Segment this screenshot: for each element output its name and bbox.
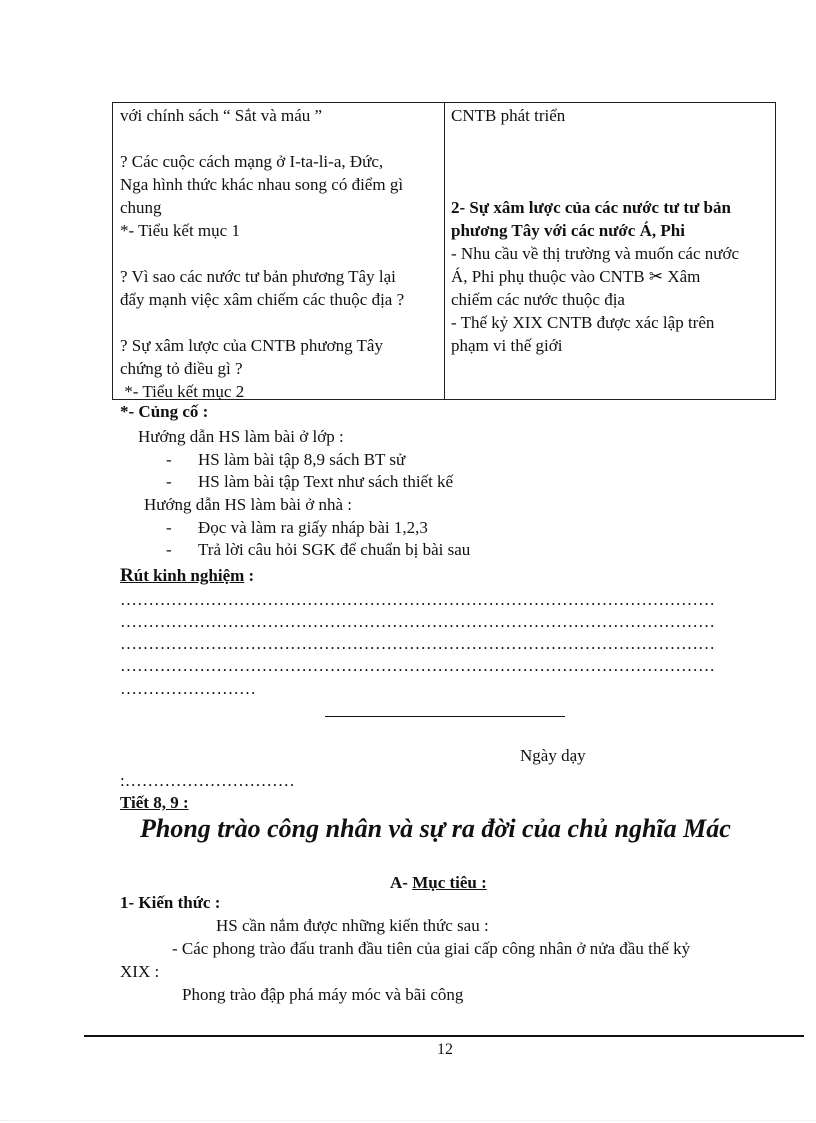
class-item-2 — [166, 472, 453, 492]
period-heading: Tiết 8, 9 : — [120, 793, 189, 812]
separator-line — [325, 716, 565, 717]
right-heading-line-2: phương Tây với các nước Á, Phi — [451, 221, 685, 240]
left-line-13: *- Tiểu kết mục 2 — [120, 382, 245, 401]
home-guide: Hướng dẫn HS làm bài ở nhà : — [144, 495, 353, 514]
right-line-2: Á, Phi phụ thuộc vào CNTB ✂ Xâm — [451, 267, 701, 286]
knowledge-intro: HS cần nắm được những kiến thức sau : — [216, 916, 489, 935]
home-item-1-text: Đọc và làm ra giấy nháp bài 1,2,3 — [198, 518, 428, 537]
left-line-8: ? Vì sao các nước tư bản phương Tây lại — [120, 267, 396, 286]
table-column-divider — [444, 103, 445, 399]
left-line-6: *- Tiểu kết mục 1 — [120, 221, 240, 240]
consolidation-heading: *- Củng cố : — [120, 402, 209, 421]
right-top-line: CNTB phát triển — [451, 106, 566, 125]
page-number: 12 — [437, 1041, 453, 1058]
left-line-10 — [120, 311, 440, 334]
left-line-4: Nga hình thức khác nhau song có điểm gì — [120, 175, 404, 194]
left-line-2 — [120, 127, 440, 150]
section-prefix: A- — [390, 873, 413, 892]
class-item-1-text: HS làm bài tập 8,9 sách BT sử — [198, 450, 406, 469]
home-item-2-text: Trả lời câu hỏi SGK để chuẩn bị bài sau — [198, 540, 471, 559]
note-line-4: …………………………………………………………………………………………… — [120, 656, 715, 675]
lesson-title: Phong trào công nhân và sự ra đời của chủ nghĩa Mác — [140, 814, 731, 843]
left-line-1: với chính sách “ Sắt và máu ” — [120, 106, 323, 125]
left-line-12: chứng tỏ điều gì ? — [120, 359, 243, 378]
knowledge-point-2: Phong trào đập phá máy móc và bãi công — [182, 985, 464, 1004]
dash-bullet: - — [166, 518, 172, 537]
knowledge-point-1-cont: XIX : — [120, 962, 160, 981]
knowledge-point-1: - Các phong trào đấu tranh đầu tiên của giai cấp công nhân ở nửa đầu thế kỷ — [172, 939, 691, 958]
right-heading-line-1: 2- Sự xâm lược của các nước tư tư bản — [451, 198, 731, 217]
table-right-cell — [451, 104, 773, 357]
footer-rule — [84, 1035, 804, 1037]
right-line-3: chiếm các nước thuộc địa — [451, 290, 625, 309]
date-label: Ngày dạy — [520, 746, 586, 765]
left-line-11: ? Sự xâm lược của CNTB phương Tây — [120, 336, 383, 355]
home-item-2 — [166, 540, 470, 560]
experience-heading — [120, 565, 254, 587]
experience-heading-colon: : — [244, 566, 255, 585]
note-line-5: …………………… — [120, 679, 256, 698]
date-dots: :………………………… — [120, 771, 295, 790]
note-line-3: …………………………………………………………………………………………… — [120, 634, 715, 653]
class-item-1 — [166, 450, 405, 470]
home-item-1 — [166, 518, 428, 538]
note-line-1: …………………………………………………………………………………………… — [120, 590, 715, 609]
right-line-5: phạm vi thế giới — [451, 336, 563, 355]
left-line-9: đẩy mạnh việc xâm chiếm các thuộc địa ? — [120, 290, 405, 309]
left-line-7 — [120, 242, 440, 265]
experience-heading-initial: R — [120, 565, 134, 586]
note-line-2: …………………………………………………………………………………………… — [120, 612, 715, 631]
left-line-5: chung — [120, 198, 162, 217]
lesson-table — [112, 102, 776, 400]
knowledge-heading: 1- Kiến thức : — [120, 893, 221, 912]
right-line-1: - Nhu cầu về thị trường và muốn các nước — [451, 244, 740, 263]
dash-bullet: - — [166, 540, 172, 559]
class-guide: Hướng dẫn HS làm bài ở lớp : — [138, 427, 344, 446]
class-item-2-text: HS làm bài tập Text như sách thiết kế — [198, 472, 454, 491]
left-line-3: ? Các cuộc cách mạng ở I-ta-li-a, Đức, — [120, 152, 384, 171]
experience-heading-text: út kinh nghiệm — [133, 566, 245, 585]
section-heading — [390, 873, 487, 893]
dash-bullet: - — [166, 450, 172, 469]
section-title: Mục tiêu : — [412, 873, 487, 892]
right-line-4: - Thế kỷ XIX CNTB được xác lập trên — [451, 313, 715, 332]
dash-bullet: - — [166, 472, 172, 491]
page-bottom-edge — [0, 1120, 816, 1121]
table-left-cell — [120, 104, 440, 403]
